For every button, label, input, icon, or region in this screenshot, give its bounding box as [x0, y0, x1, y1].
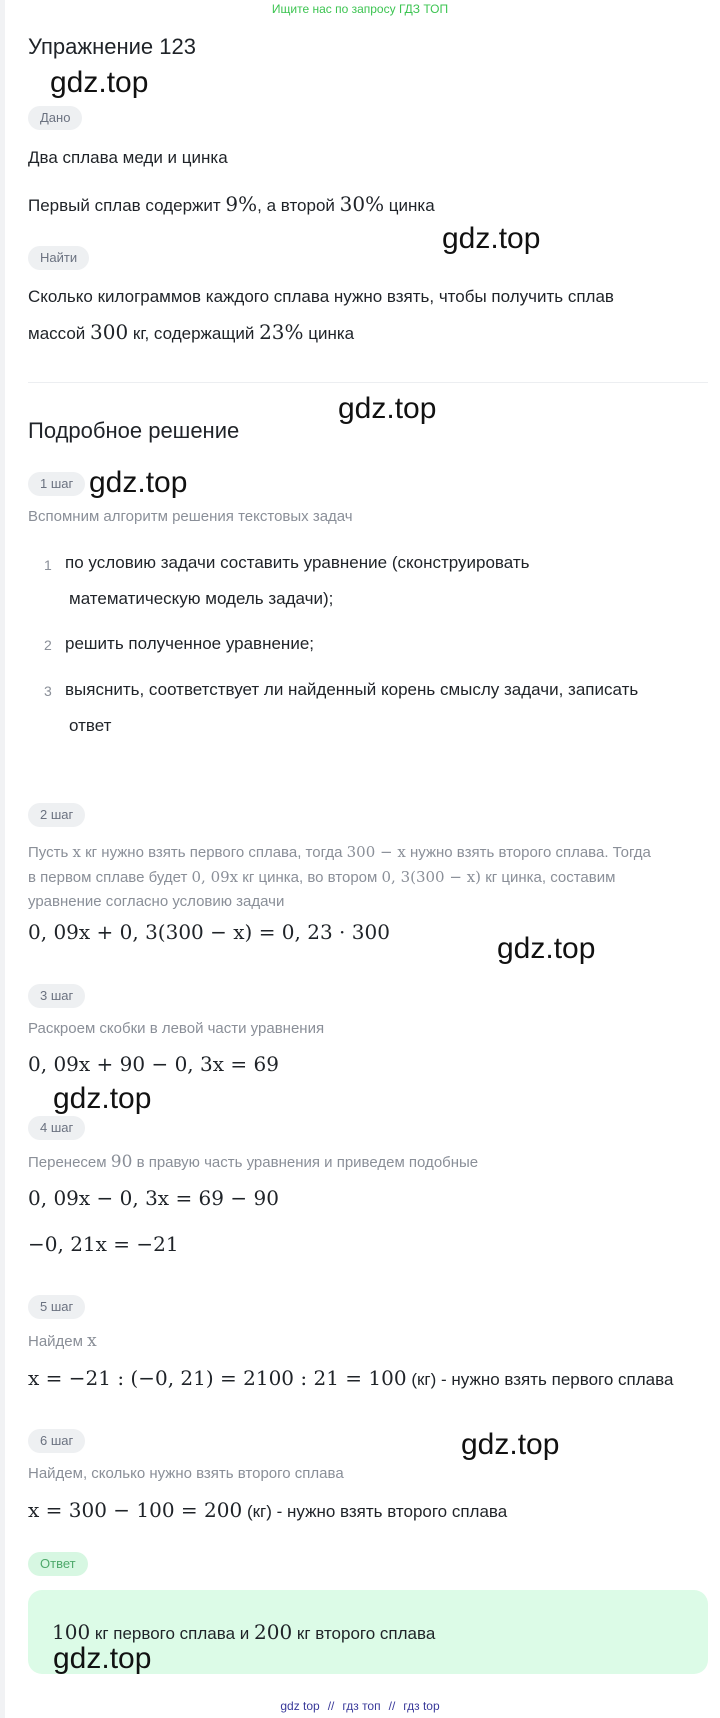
watermark: gdz.top [442, 222, 541, 255]
find-pill: Найти [28, 246, 89, 270]
footer-link-3[interactable]: гдз top [403, 1699, 440, 1713]
step-4-pill: 4 шаг [28, 1116, 85, 1140]
watermark: gdz.top [53, 1642, 152, 1675]
algo-number-3: 3 [44, 683, 52, 699]
top-search-note: Ищите нас по запросу ГДЗ ТОП [271, 2, 449, 16]
algo-item-3a: выяснить, соответствует ли найденный корень смыслу задачи, записать [65, 680, 639, 699]
algo-item-2: решить полученное уравнение; [65, 634, 314, 653]
answer-pill: Ответ [28, 1552, 88, 1576]
step-6-text: Найдем, сколько нужно взять второго сплава [28, 1465, 344, 1482]
footer-link-1[interactable]: gdz top [280, 1699, 320, 1713]
step-2-pill: 2 шаг [28, 803, 85, 827]
solution-title: Подробное решение [28, 418, 240, 443]
given-line-1: Два сплава меди и цинка [28, 148, 228, 167]
footer-link-2[interactable]: гдз топ [342, 1699, 381, 1713]
section-divider [28, 382, 708, 383]
step-1-pill: 1 шаг [28, 472, 85, 496]
step-3-pill: 3 шаг [28, 984, 85, 1008]
algo-item-1a: по условию задачи составить уравнение (сконструировать [65, 553, 530, 572]
given-line-2: Первый сплав содержит 9%, а второй 30% цинка [28, 192, 435, 216]
watermark: gdz.top [53, 1082, 152, 1115]
left-edge-bar [0, 0, 5, 1718]
watermark: gdz.top [89, 466, 188, 499]
footer-links [0, 1699, 720, 1713]
step-5-pill: 5 шаг [28, 1295, 85, 1319]
step-1-text: Вспомним алгоритм решения текстовых задач [28, 508, 353, 525]
given-pill: Дано [28, 106, 82, 130]
watermark: gdz.top [50, 66, 149, 99]
footer-separator: // [327, 1699, 335, 1713]
step-2-text: Пусть x кг нужно взять первого сплава, тогда 300 − x нужно взять второго сплава. Тогда в первом сплаве будет 0, 09x кг цинка, во втором 0, 3(300 − x) кг цинка, составим уравнение согласно условию задачи [28, 843, 651, 910]
step-3-text: Раскроем скобки в левой части уравнения [28, 1020, 325, 1037]
algo-number-2: 2 [44, 637, 52, 653]
algo-number-1: 1 [44, 557, 52, 573]
find-line-1: Сколько килограммов каждого сплава нужно взять, чтобы получить сплав [28, 287, 614, 306]
equation-step-4a: 0, 09x − 0, 3x = 69 − 90 [28, 1186, 279, 1210]
watermark: gdz.top [461, 1428, 560, 1461]
equation-step-3: 0, 09x + 90 − 0, 3x = 69 [28, 1052, 279, 1076]
equation-step-2: 0, 09x + 0, 3(300 − x) = 0, 23 · 300 [28, 920, 390, 944]
find-line-2: массой 300 кг, содержащий 23% цинка [28, 320, 355, 344]
algo-item-3b: ответ [69, 716, 112, 735]
watermark: gdz.top [338, 392, 437, 425]
exercise-title: Упражнение 123 [28, 34, 196, 59]
equation-step-6: x = 300 − 100 = 200 (кг) - нужно взять второго сплава [28, 1498, 508, 1522]
step-5-text: Найдем x [28, 1331, 97, 1351]
algo-item-1b: математическую модель задачи); [69, 589, 334, 608]
equation-step-4b: −0, 21x = −21 [28, 1232, 179, 1256]
equation-step-5: x = −21 : (−0, 21) = 2100 : 21 = 100 (кг) - нужно взять первого сплава [28, 1366, 674, 1390]
step-4-text: Перенесем 90 в правую часть уравнения и приведем подобные [28, 1152, 479, 1172]
footer-separator: // [388, 1699, 396, 1713]
watermark: gdz.top [497, 932, 596, 965]
step-6-pill: 6 шаг [28, 1429, 85, 1453]
answer-text: 100 кг первого сплава и 200 кг второго сплава [52, 1620, 436, 1644]
